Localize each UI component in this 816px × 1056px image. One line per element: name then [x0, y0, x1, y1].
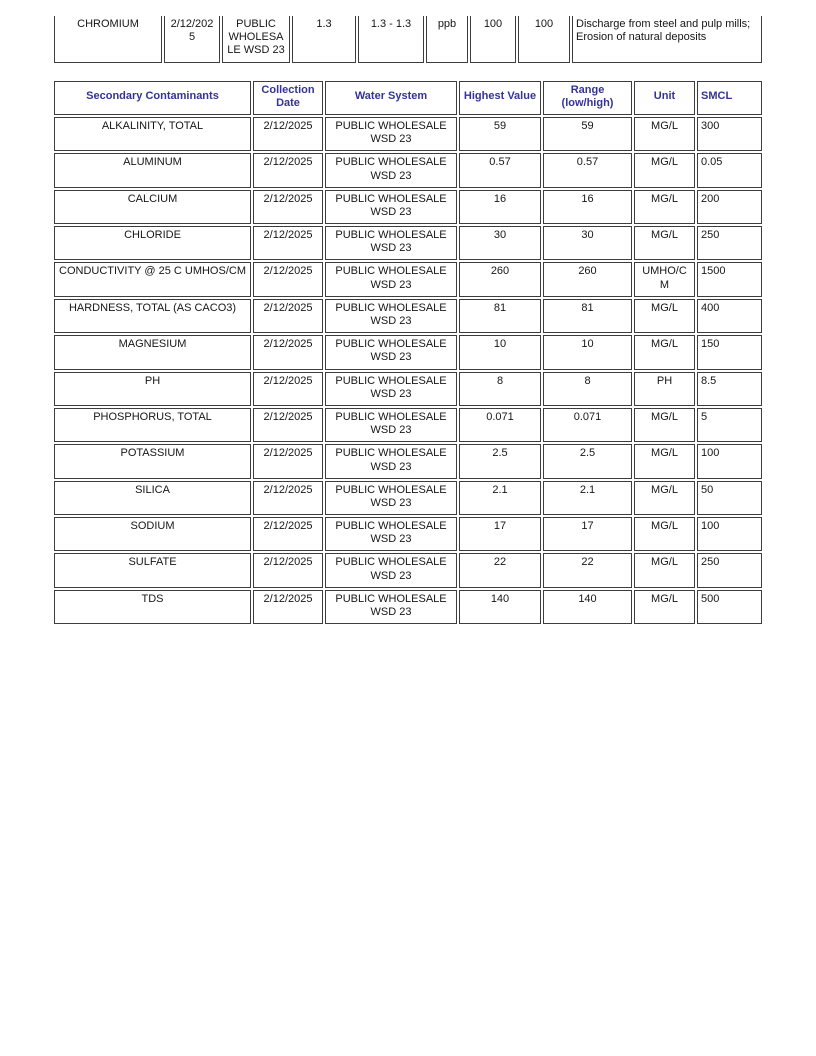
cell-unit: MG/L: [634, 408, 695, 442]
cell-range: 0.57: [543, 153, 632, 187]
page-content: [52, 14, 764, 626]
cell-water-system: PUBLIC WHOLESALE WSD 23: [325, 553, 457, 587]
cell-contaminant: SULFATE: [54, 553, 251, 587]
cell-collection-date: 2/12/2025: [253, 553, 323, 587]
table-body: [54, 117, 762, 624]
cell-water-system: PUBLIC WHOLESALE WSD 23: [325, 335, 457, 369]
cell-unit: UMHO/CM: [634, 262, 695, 296]
cell-water-system: PUBLIC WHOLESALE WSD 23: [325, 153, 457, 187]
cell-smcl: 250: [697, 553, 762, 587]
cell-water-system: PUBLIC WHOLESALE WSD 23: [325, 299, 457, 333]
cell-range: 0.071: [543, 408, 632, 442]
cell-collection-date: 2/12/2025: [253, 262, 323, 296]
cell-collection-date: 2/12/2025: [164, 16, 220, 63]
cell-unit: MG/L: [634, 335, 695, 369]
cell-contaminant: TDS: [54, 590, 251, 624]
table-row: [54, 117, 762, 151]
cell-unit: MG/L: [634, 226, 695, 260]
cell-collection-date: 2/12/2025: [253, 517, 323, 551]
cell-collection-date: 2/12/2025: [253, 590, 323, 624]
cell-unit: MG/L: [634, 444, 695, 478]
cell-smcl: 100: [697, 517, 762, 551]
header-collection-date: Collection Date: [253, 81, 323, 115]
cell-smcl: 5: [697, 408, 762, 442]
table-row: [54, 481, 762, 515]
cell-smcl: 1500: [697, 262, 762, 296]
header-water-system: Water System: [325, 81, 457, 115]
cell-range: 2.5: [543, 444, 632, 478]
cell-water-system: PUBLIC WHOLESALE WSD 23: [325, 481, 457, 515]
cell-contaminant: CALCIUM: [54, 190, 251, 224]
cell-range: 17: [543, 517, 632, 551]
cell-contaminant: ALUMINUM: [54, 153, 251, 187]
header-highest-value: Highest Value: [459, 81, 541, 115]
cell-unit: MG/L: [634, 517, 695, 551]
cell-range: 30: [543, 226, 632, 260]
cell-collection-date: 2/12/2025: [253, 299, 323, 333]
table-row: [54, 226, 762, 260]
table-row: [54, 590, 762, 624]
cell-highest-value: 59: [459, 117, 541, 151]
cell-mclg: 100: [518, 16, 570, 63]
secondary-contaminants-table: [52, 79, 764, 627]
cell-highest-value: 22: [459, 553, 541, 587]
cell-water-system: PUBLIC WHOLESALE WSD 23: [222, 16, 290, 63]
cell-smcl: 100: [697, 444, 762, 478]
cell-range: 81: [543, 299, 632, 333]
cell-range: 260: [543, 262, 632, 296]
cell-range: 22: [543, 553, 632, 587]
cell-highest-value: 2.1: [459, 481, 541, 515]
cell-mcl: 100: [470, 16, 516, 63]
cell-water-system: PUBLIC WHOLESALE WSD 23: [325, 590, 457, 624]
cell-unit: MG/L: [634, 153, 695, 187]
cell-collection-date: 2/12/2025: [253, 117, 323, 151]
cell-typical-source: Discharge from steel and pulp mills; Erosion of natural deposits: [572, 16, 762, 63]
table-row: [54, 517, 762, 551]
table-header: [54, 81, 762, 115]
cell-smcl: 500: [697, 590, 762, 624]
cell-contaminant: PH: [54, 372, 251, 406]
cell-water-system: PUBLIC WHOLESALE WSD 23: [325, 444, 457, 478]
cell-smcl: 8.5: [697, 372, 762, 406]
cell-contaminant: CHLORIDE: [54, 226, 251, 260]
cell-water-system: PUBLIC WHOLESALE WSD 23: [325, 190, 457, 224]
cell-smcl: 150: [697, 335, 762, 369]
table-row: [54, 262, 762, 296]
table-row: [54, 299, 762, 333]
table-row: [54, 444, 762, 478]
cell-contaminant: CHROMIUM: [54, 16, 162, 63]
cell-contaminant: HARDNESS, TOTAL (AS CACO3): [54, 299, 251, 333]
cell-smcl: 0.05: [697, 153, 762, 187]
table-row: [54, 335, 762, 369]
cell-contaminant: ALKALINITY, TOTAL: [54, 117, 251, 151]
cell-range: 2.1: [543, 481, 632, 515]
cell-water-system: PUBLIC WHOLESALE WSD 23: [325, 408, 457, 442]
cell-unit: MG/L: [634, 481, 695, 515]
cell-unit: MG/L: [634, 590, 695, 624]
cell-water-system: PUBLIC WHOLESALE WSD 23: [325, 517, 457, 551]
header-range: Range (low/high): [543, 81, 632, 115]
cell-unit: MG/L: [634, 117, 695, 151]
cell-range: 10: [543, 335, 632, 369]
cell-contaminant: SODIUM: [54, 517, 251, 551]
cell-highest-value: 2.5: [459, 444, 541, 478]
cell-unit: ppb: [426, 16, 468, 63]
header-unit: Unit: [634, 81, 695, 115]
cell-range: 1.3 - 1.3: [358, 16, 424, 63]
header-secondary-contaminants: Secondary Contaminants: [54, 81, 251, 115]
table-row: [54, 190, 762, 224]
cell-water-system: PUBLIC WHOLESALE WSD 23: [325, 372, 457, 406]
cell-water-system: PUBLIC WHOLESALE WSD 23: [325, 117, 457, 151]
cell-range: 59: [543, 117, 632, 151]
cell-collection-date: 2/12/2025: [253, 372, 323, 406]
cell-unit: MG/L: [634, 553, 695, 587]
cell-highest-value: 10: [459, 335, 541, 369]
cell-highest-value: 0.57: [459, 153, 541, 187]
cell-contaminant: CONDUCTIVITY @ 25 C UMHOS/CM: [54, 262, 251, 296]
header-smcl: SMCL: [697, 81, 762, 115]
table-row: [54, 372, 762, 406]
cell-highest-value: 16: [459, 190, 541, 224]
cell-unit: MG/L: [634, 190, 695, 224]
cell-collection-date: 2/12/2025: [253, 408, 323, 442]
table-row: [54, 408, 762, 442]
cell-unit: MG/L: [634, 299, 695, 333]
cell-smcl: 250: [697, 226, 762, 260]
cell-unit: PH: [634, 372, 695, 406]
cell-collection-date: 2/12/2025: [253, 444, 323, 478]
cell-contaminant: MAGNESIUM: [54, 335, 251, 369]
cell-contaminant: PHOSPHORUS, TOTAL: [54, 408, 251, 442]
header-row: [54, 81, 762, 115]
cell-collection-date: 2/12/2025: [253, 481, 323, 515]
cell-highest-value: 140: [459, 590, 541, 624]
cell-highest-value: 8: [459, 372, 541, 406]
cell-range: 8: [543, 372, 632, 406]
cell-collection-date: 2/12/2025: [253, 153, 323, 187]
cell-collection-date: 2/12/2025: [253, 190, 323, 224]
cell-highest-value: 0.071: [459, 408, 541, 442]
cell-collection-date: 2/12/2025: [253, 226, 323, 260]
cell-highest-value: 260: [459, 262, 541, 296]
cell-highest-value: 30: [459, 226, 541, 260]
cell-smcl: 200: [697, 190, 762, 224]
cell-highest-value: 1.3: [292, 16, 356, 63]
table-row: [54, 16, 762, 63]
cell-smcl: 400: [697, 299, 762, 333]
cell-range: 16: [543, 190, 632, 224]
cell-range: 140: [543, 590, 632, 624]
table-row: [54, 153, 762, 187]
cell-water-system: PUBLIC WHOLESALE WSD 23: [325, 226, 457, 260]
cell-smcl: 300: [697, 117, 762, 151]
cell-contaminant: POTASSIUM: [54, 444, 251, 478]
continued-contaminant-table: [52, 14, 764, 65]
cell-smcl: 50: [697, 481, 762, 515]
cell-highest-value: 17: [459, 517, 541, 551]
table-row: [54, 553, 762, 587]
cell-contaminant: SILICA: [54, 481, 251, 515]
cell-collection-date: 2/12/2025: [253, 335, 323, 369]
cell-highest-value: 81: [459, 299, 541, 333]
cell-water-system: PUBLIC WHOLESALE WSD 23: [325, 262, 457, 296]
